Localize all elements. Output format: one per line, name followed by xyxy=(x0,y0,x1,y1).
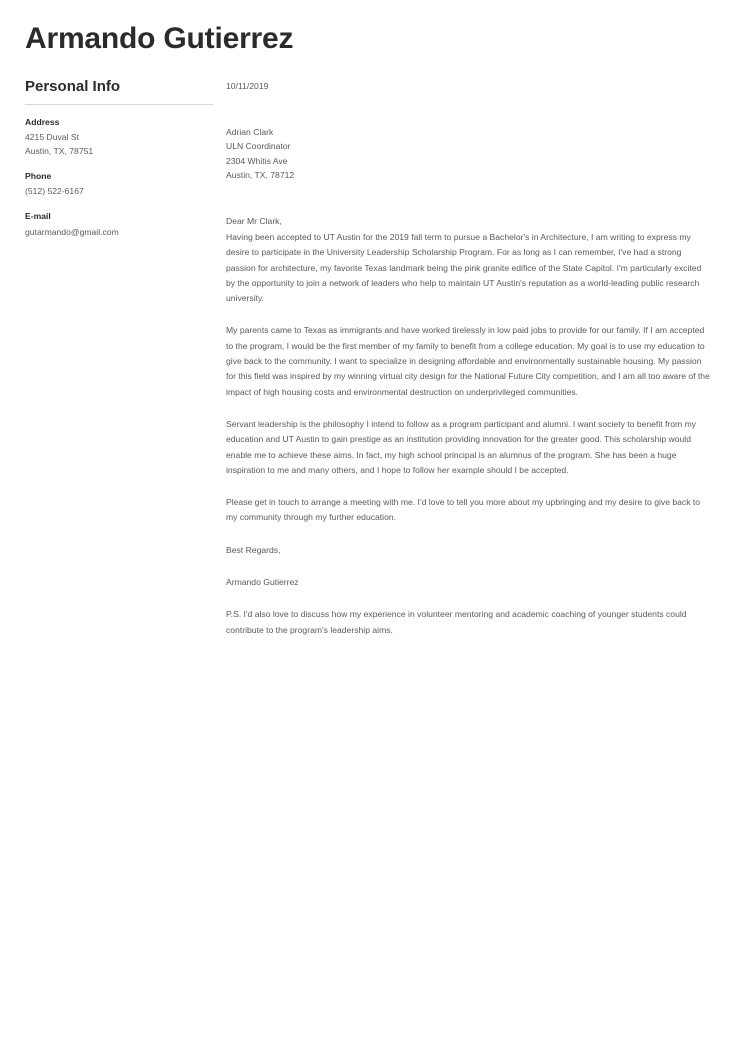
info-value-phone: (512) 522-6167 xyxy=(25,186,84,197)
recipient-street: 2304 Whitis Ave xyxy=(226,155,288,166)
info-value-address-city: Austin, TX, 78751 xyxy=(25,146,94,157)
letter-date: 10/11/2019 xyxy=(226,81,269,91)
recipient-address-block xyxy=(226,125,711,183)
recipient-name: Adrian Clark xyxy=(226,126,274,137)
body-paragraph-4: Please get in touch to arrange a meeting with me. I'd love to tell you more about my upbringing and my desire to give back to my community through my further education. xyxy=(226,497,701,523)
personal-info-heading: Personal Info xyxy=(25,78,213,105)
document-header xyxy=(25,22,715,55)
info-value-address-street: 4215 Duval St xyxy=(25,132,79,143)
salutation: Dear Mr Clark, xyxy=(226,215,282,226)
body-paragraph-2: My parents came to Texas as immigrants and have worked tirelessly in low paid jobs to provide for our family. If I am accepted to the program, I would be the first member of my family to benefit from a college education. My goal is to use my education to give back to the community. I want to specialize in designing affordable and environmentally sustainable housing. My passion for this field was inspired by my winning virtual city design for the National Future City competition, and I am all too aware of the impact of high housing costs and environmental destruction on underprivileged communities. xyxy=(226,325,710,397)
postscript: P.S. I'd also love to discuss how my experience in volunteer mentoring and academic coaching of younger students could contribute to the program's leadership aims. xyxy=(226,609,687,635)
info-value-email: gutarmando@gmail.com xyxy=(25,226,119,237)
info-group-phone xyxy=(25,170,213,199)
recipient-city-state-zip: Austin, TX, 78712 xyxy=(226,170,295,181)
body-paragraph-3: Servant leadership is the philosophy I intend to follow as a program participant and alumni. I want society to benefit from my education and UT Austin to gain prestige as an institution providing innovation for the greater good. This scholarship would enable me to achieve these aims. In fact, my high school principal is an alumnus of the program. She has been a huge inspiration to me and many others, and I hope to follow her example should I be accepted. xyxy=(226,418,697,475)
body-paragraph-1: Having been accepted to UT Austin for the 2019 fall term to pursue a Bachelor's in Architecture, I am writing to express my desire to participate in the University Leadership Scholarship Program. For as long as I can remember, I've had a strong passion for architecture, my favorite Texas landmark being the pink granite edifice of the State Capitol. I'm particularly excited by the opportunity to join a network of leaders who help to maintain UT Austin's reputation as a world-leading public research university. xyxy=(226,231,702,304)
personal-info-sidebar xyxy=(25,78,213,240)
candidate-name: Armando Gutierrez xyxy=(25,22,294,55)
signature-name: Armando Gutierrez xyxy=(226,576,299,587)
info-label-address: Address xyxy=(25,117,60,127)
letter-body xyxy=(226,80,711,638)
info-label-email: E-mail xyxy=(25,211,51,222)
recipient-title: ULN Coordinator xyxy=(226,141,291,152)
info-group-email xyxy=(25,210,213,239)
info-group-address xyxy=(25,116,213,159)
closing-salutation: Best Regards, xyxy=(226,544,281,555)
info-label-phone: Phone xyxy=(25,171,52,182)
